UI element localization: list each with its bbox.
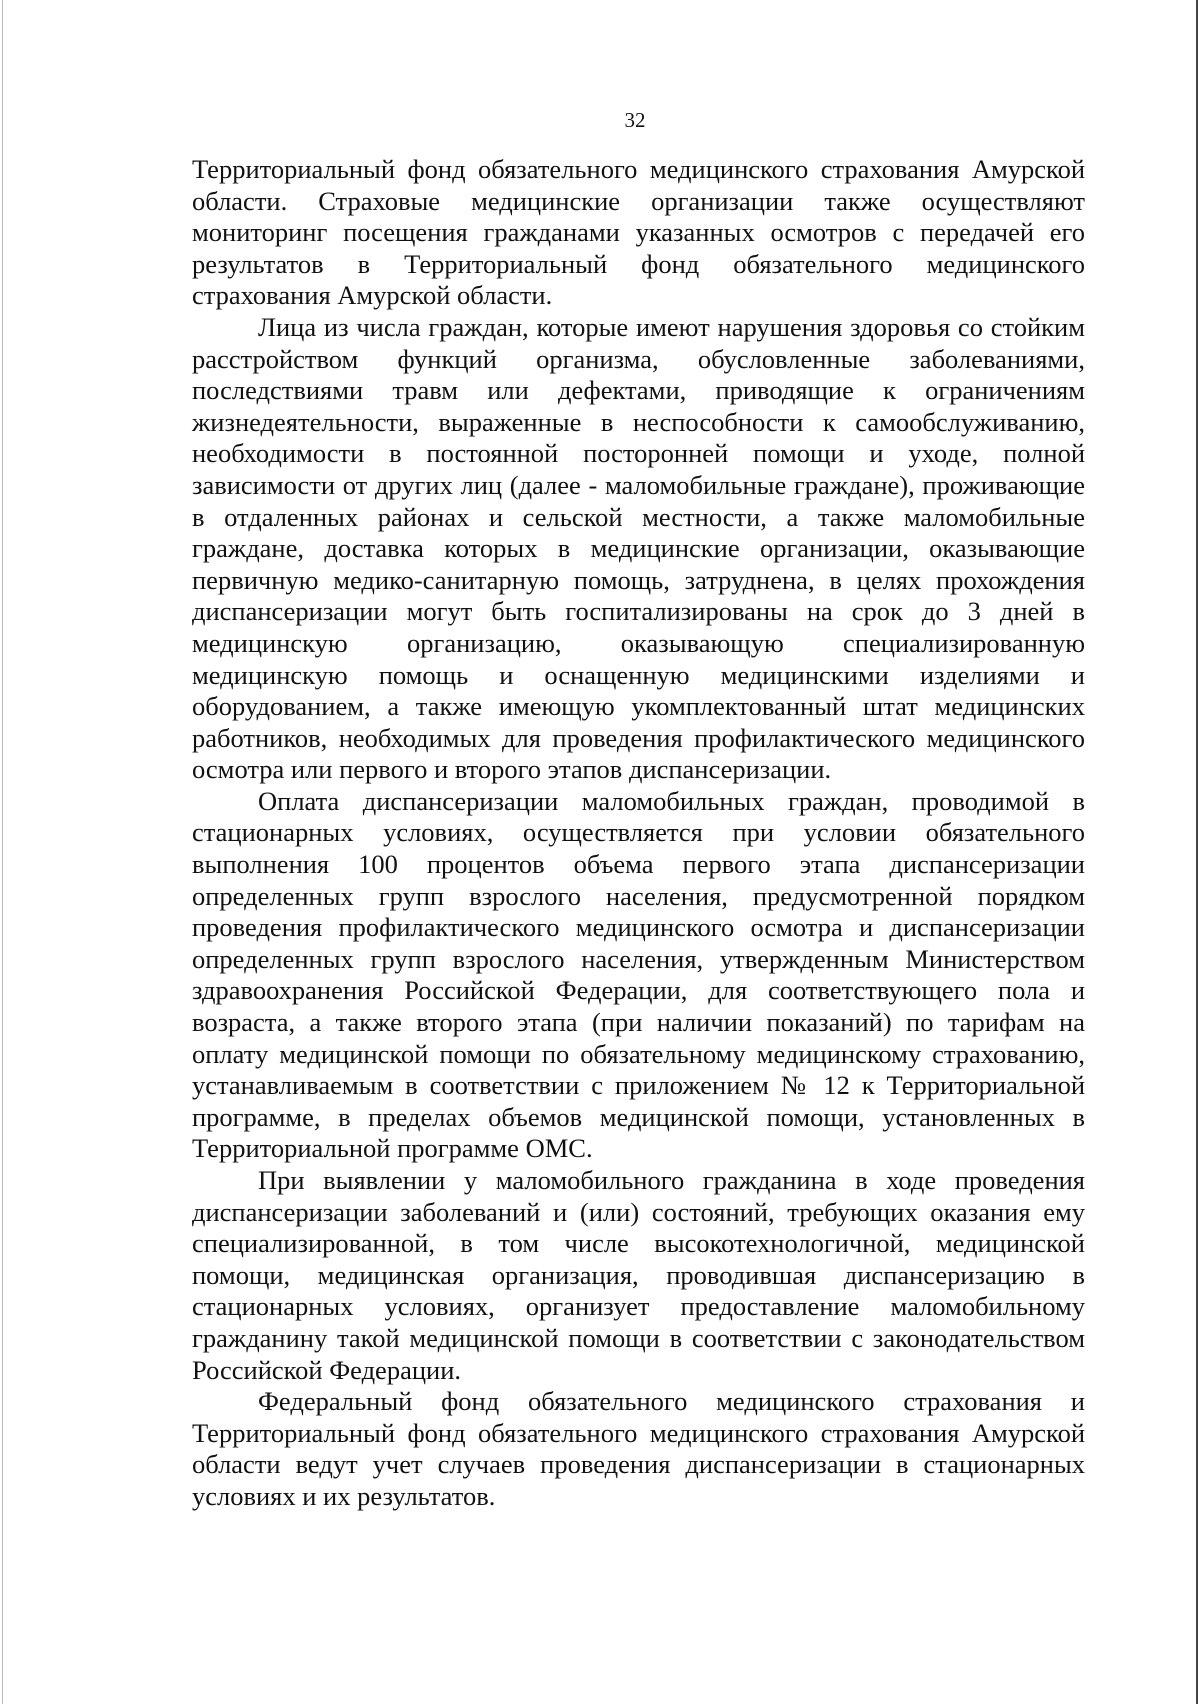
paragraph-continuation: Территориальный фонд обязательного медицинского страхования Амурской области. Страховые медицинские организации также осуществляют мониторинг посещения гражданами указанных осмотров с передачей его результатов в Территориальный фонд обязательного медицинского страхования Амурской области. [192, 154, 1085, 311]
paragraph-accounting: Федеральный фонд обязательного медицинского страхования и Территориальный фонд обязательного медицинского страхования Амурской области ведут учет случаев проведения диспансеризации в стационарных условиях и их результатов. [192, 1386, 1085, 1511]
paragraph-payment: Оплата диспансеризации маломобильных граждан, проводимой в стационарных условиях, осуществляется при условии обязательного выполнения 100 процентов объема первого этапа диспансеризации определенных групп взрослого населения, предусмотренной порядком проведения профилактического медицинского осмотра и диспансеризации определенных групп взрослого населения, утвержденным Министерством здравоохранения Российской Федерации, для соответствующего пола и возраста, а также второго этапа (при наличии показаний) по тарифам на оплату медицинской помощи по обязательному медицинскому страхованию, устанавливаемым в соответствии с приложением № 12 к Территориальной программе, в пределах объемов медицинской помощи, установленных в Территориальной программе ОМС. [192, 785, 1085, 1164]
paragraph-low-mobility-citizens: Лица из числа граждан, которые имеют нарушения здоровья со стойким расстройством функций организма, обусловленные заболеваниями, последствиями травм или дефектами, приводящие к ограничениям жизнедеятельности, выраженные в неспособности к самообслуживанию, необходимости в постоянной посторонней помощи и уходе, полной зависимости от других лиц (далее - маломобильные граждане), проживающие в отдаленных районах и сельской местности, а также маломобильные граждане, доставка которых в медицинские организации, оказывающие первичную медико-санитарную помощь, затруднена, в целях прохождения диспансеризации могут быть госпитализированы на срок до 3 дней в медицинскую организацию, оказывающую специализированную медицинскую помощь и оснащенную медицинскими изделиями и оборудованием, а также имеющую укомплектованный штат медицинских работников, необходимых для проведения профилактического медицинского осмотра или первого и второго этапов диспансеризации. [192, 311, 1085, 785]
scan-edge-right [1196, 0, 1198, 1704]
paragraph-detection: При выявлении у маломобильного гражданина в ходе проведения диспансеризации заболеваний и (или) состояний, требующих оказания ему специализированной, в том числе высокотехнологичной, медицинской помощи, медицинская организация, проводившая диспансеризацию в стационарных условиях, организует предоставление маломобильному гражданину такой медицинской помощи в соответствии с законодательством Российской Федерации. [192, 1165, 1085, 1385]
document-body [192, 154, 1085, 1513]
scan-edge-left [2, 0, 3, 1704]
page-number: 32 [624, 108, 646, 132]
